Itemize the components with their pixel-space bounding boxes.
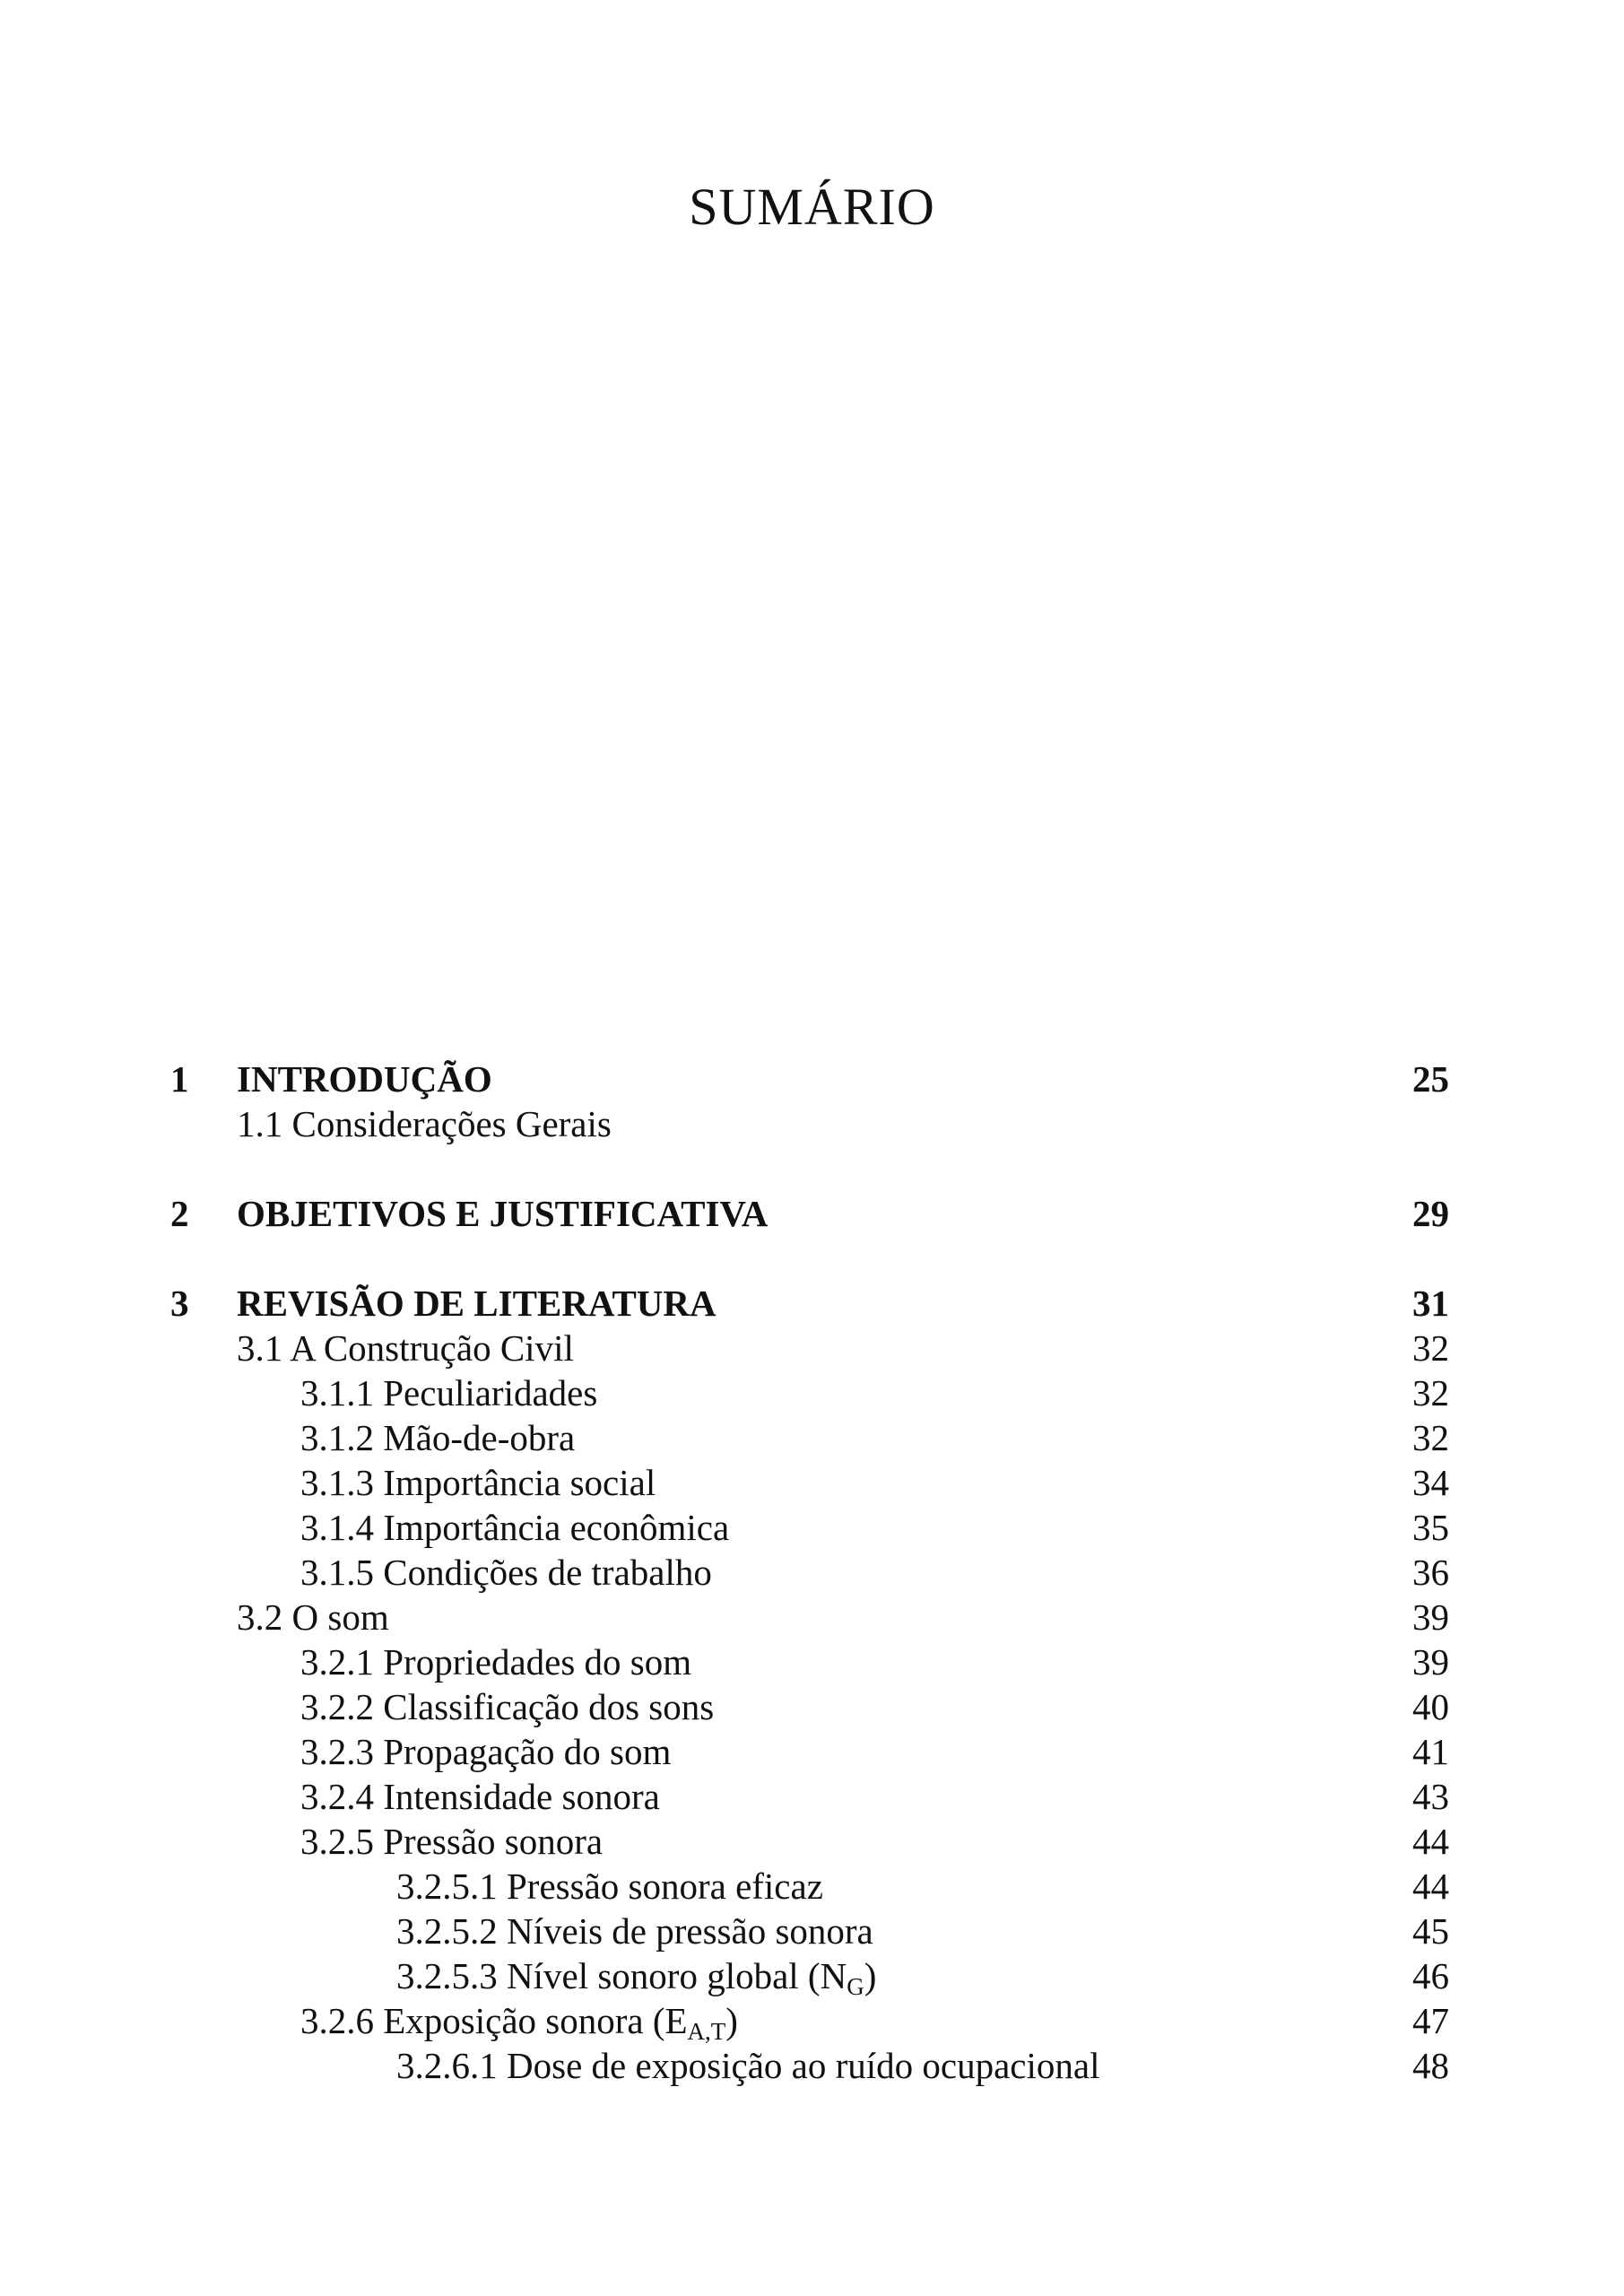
toc-entry (0, 1774, 1624, 1819)
toc-entry-label: INTRODUÇÃO (237, 1058, 492, 1100)
toc-entry-subscript: A,T (687, 2018, 726, 2045)
toc-entry (0, 1415, 1624, 1460)
toc-entry (0, 1370, 1624, 1415)
toc-entry (0, 1819, 1624, 1864)
toc-entry-number: 3 (170, 1283, 189, 1324)
toc-entry-page-number: 46 (1412, 1955, 1449, 1996)
toc-entry (0, 1998, 1624, 2043)
toc-entry-label: 3.2.5 Pressão sonora (300, 1821, 604, 1862)
toc-entry-label: 3.1.2 Mão-de-obra (300, 1417, 576, 1458)
toc-entry-label: 3.2.5.3 Nível sonoro global $(N_G)$ (396, 1955, 877, 2000)
toc-entry-label: 3.1.1 Peculiaridades (300, 1372, 598, 1413)
toc-entry (0, 1684, 1624, 1729)
toc-entry-number: 2 (170, 1193, 189, 1234)
toc-entry-label: 3.1 A Construção Civil (237, 1327, 574, 1369)
toc-entry (0, 1864, 1624, 1909)
toc-entry (0, 1281, 1624, 1326)
toc-entry (0, 1909, 1624, 1953)
toc-entry-label: 3.1.5 Condições de trabalho (300, 1552, 712, 1593)
toc-entry-label: 3.2.5.1 Pressão sonora eficaz (396, 1866, 823, 1907)
toc-entry-label: 3.2 O som (237, 1596, 389, 1638)
toc-entry-page-number: 32 (1412, 1327, 1449, 1369)
toc-entry-page-number: 35 (1412, 1507, 1449, 1548)
toc-entry (0, 1639, 1624, 1684)
toc-entry-page-number: 39 (1412, 1641, 1449, 1683)
toc-entry (0, 1460, 1624, 1505)
table-of-contents (0, 1057, 1624, 2088)
toc-entry-page-number: 40 (1412, 1686, 1449, 1727)
toc-entry (0, 1326, 1624, 1370)
toc-entry (0, 1101, 1624, 1146)
toc-entry-label: 3.2.6.1 Dose de exposição ao ruído ocupacional (396, 2045, 1100, 2086)
toc-entry-label: 3.2.1 Propriedades do som (300, 1641, 692, 1683)
toc-entry-page-number: 44 (1412, 1866, 1449, 1907)
toc-entry-label: 3.2.2 Classificação dos sons (300, 1686, 715, 1727)
page-title: SUMÁRIO (689, 178, 935, 236)
toc-entry-label: REVISÃO DE LITERATURA (237, 1283, 716, 1324)
toc-entry-label: 3.1.4 Importância econômica (300, 1507, 730, 1548)
toc-entry-page-number: 48 (1412, 2045, 1449, 2086)
toc-entry-label: 3.2.3 Propagação do som (300, 1731, 672, 1772)
toc-entry-page-number: 39 (1412, 1596, 1449, 1638)
toc-entry (0, 1953, 1624, 1998)
toc-entry-label: 3.1.3 Importância social (300, 1462, 656, 1503)
toc-entry-page-number: 47 (1412, 2000, 1449, 2041)
toc-entry-label: 3.2.4 Intensidade sonora (300, 1776, 660, 1817)
toc-entry-page-number: 36 (1412, 1552, 1449, 1593)
toc-entry-page-number: 31 (1412, 1283, 1449, 1324)
toc-entry-subscript: G (847, 1973, 864, 2000)
toc-entry-label: 3.2.6 Exposição sonora $(E_{A,T})$ (300, 2000, 738, 2045)
toc-entry-page-number: 34 (1412, 1462, 1449, 1503)
toc-entry (0, 1595, 1624, 1639)
toc-entry-page-number: 41 (1412, 1731, 1449, 1772)
toc-entry-page-number: 45 (1412, 1910, 1449, 1952)
toc-entry-page-number: 43 (1412, 1776, 1449, 1817)
toc-entry (0, 1729, 1624, 1774)
toc-entry (0, 1505, 1624, 1550)
toc-entry-page-number: 32 (1412, 1417, 1449, 1458)
toc-entry-label: 3.2.5.2 Níveis de pressão sonora (396, 1910, 873, 1952)
toc-entry-number: 1 (170, 1058, 189, 1100)
toc-entry (0, 1057, 1624, 1101)
toc-entry-page-number: 29 (1412, 1193, 1449, 1234)
toc-entry-page-number: 32 (1412, 1372, 1449, 1413)
toc-entry (0, 2043, 1624, 2088)
toc-entry (0, 1550, 1624, 1595)
toc-entry-page-number: 44 (1412, 1821, 1449, 1862)
toc-entry (0, 1191, 1624, 1236)
toc-entry-page-number: 25 (1412, 1058, 1449, 1100)
toc-entry-label: OBJETIVOS E JUSTIFICATIVA (237, 1193, 769, 1234)
toc-entry-label: 1.1 Considerações Gerais (237, 1103, 612, 1144)
